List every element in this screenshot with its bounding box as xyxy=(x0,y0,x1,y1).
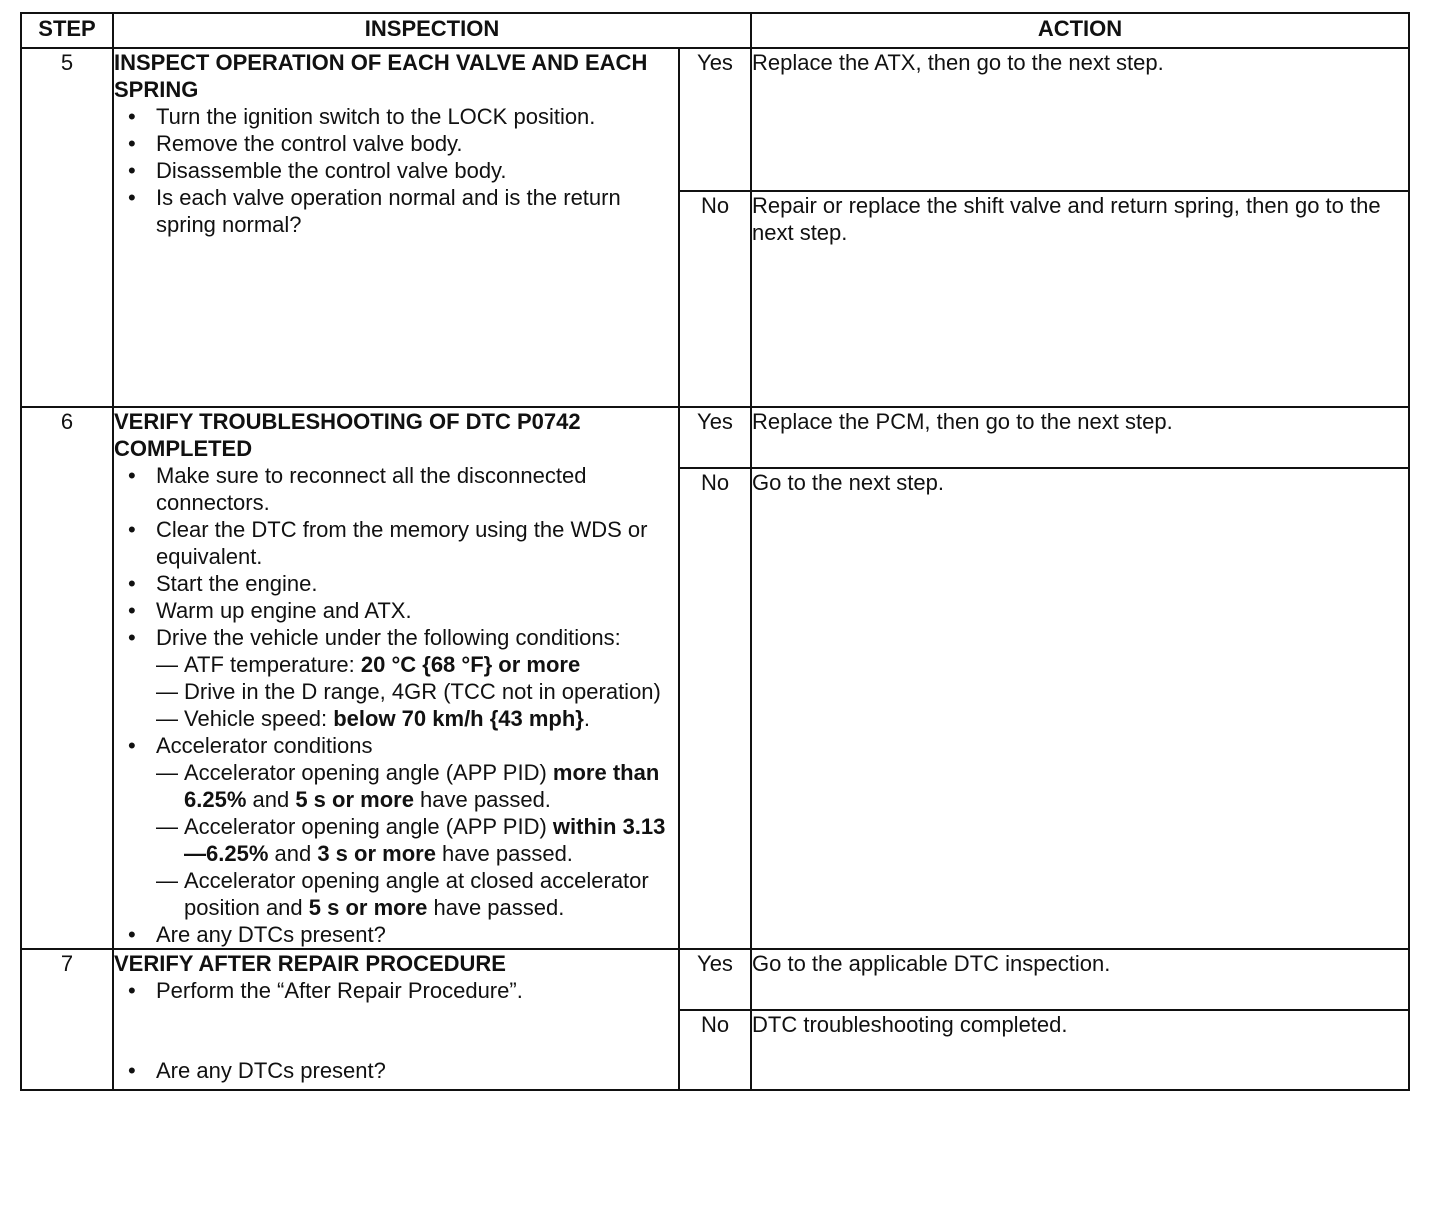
step-number: 6 xyxy=(21,407,113,949)
bullet-item: • Perform the “After Repair Procedure”. xyxy=(114,977,678,1004)
no-action: Go to the next step. xyxy=(751,468,1409,949)
bullet-item xyxy=(114,624,678,732)
step-6-inspection xyxy=(113,407,679,949)
yes-action: Replace the ATX, then go to the next step. xyxy=(751,48,1409,191)
bullet-text: Drive the vehicle under the following conditions: xyxy=(156,625,621,650)
sub-item xyxy=(156,759,678,813)
sub-text: Accelerator opening angle at closed accelerator position and xyxy=(184,868,649,920)
header-step: STEP xyxy=(21,13,113,48)
bullet-item: • Warm up engine and ATX. xyxy=(114,597,678,624)
bullet-item: • Make sure to reconnect all the disconnected connectors. xyxy=(114,462,678,516)
bullet-item: • Start the engine. xyxy=(114,570,678,597)
sub-list xyxy=(156,759,678,921)
sub-text: and xyxy=(246,787,296,812)
bullet-item: • Are any DTCs present? xyxy=(114,921,678,948)
sub-list xyxy=(156,651,678,732)
bullet-text: Accelerator conditions xyxy=(156,733,373,758)
step-number: 7 xyxy=(21,949,113,1090)
yes-action: Go to the applicable DTC inspection. xyxy=(751,949,1409,1010)
no-action: Repair or replace the shift valve and return spring, then go to the next step. xyxy=(751,191,1409,407)
sub-text: have passed. xyxy=(413,787,551,812)
bullet-item: • Disassemble the control valve body. xyxy=(114,157,678,184)
step-title: VERIFY TROUBLESHOOTING OF DTC P0742 COMPLETED xyxy=(114,409,581,461)
bullet-list xyxy=(114,1057,678,1084)
header-inspection: INSPECTION xyxy=(113,13,751,48)
spacer xyxy=(114,1004,678,1057)
sub-bold: more than 6.25% xyxy=(184,760,660,812)
sub-text: Vehicle speed: xyxy=(184,706,334,731)
step-title: INSPECT OPERATION OF EACH VALVE AND EACH SPRING xyxy=(114,50,648,102)
bullet-item xyxy=(114,732,678,921)
sub-item xyxy=(156,813,678,867)
step-number: 5 xyxy=(21,48,113,407)
no-label: No xyxy=(679,468,751,949)
sub-bold: 5 s or more xyxy=(308,895,428,920)
step-7-inspection xyxy=(113,949,679,1090)
sub-text: Accelerator opening angle (APP PID) xyxy=(184,760,553,785)
step-5-yes-row xyxy=(21,48,1409,191)
no-label: No xyxy=(679,1010,751,1090)
sub-item xyxy=(156,705,678,732)
sub-text: and xyxy=(268,841,318,866)
sub-text: . xyxy=(583,706,590,731)
bullet-list xyxy=(114,103,678,238)
sub-item xyxy=(156,651,678,678)
sub-item: — Drive in the D range, 4GR (TCC not in operation) xyxy=(156,678,678,705)
header-row xyxy=(21,13,1409,48)
bullet-item: • Is each valve operation normal and is the return spring normal? xyxy=(114,184,678,238)
sub-text: have passed. xyxy=(435,841,573,866)
step-5-inspection xyxy=(113,48,679,407)
sub-text: Accelerator opening angle (APP PID) xyxy=(184,814,553,839)
sub-bold: 3 s or more xyxy=(317,841,436,866)
step-title: VERIFY AFTER REPAIR PROCEDURE xyxy=(114,951,506,976)
yes-label: Yes xyxy=(679,949,751,1010)
bullet-list xyxy=(114,977,678,1004)
sub-item xyxy=(156,867,678,921)
yes-label: Yes xyxy=(679,48,751,191)
troubleshooting-table xyxy=(20,12,1410,1091)
header-action: ACTION xyxy=(751,13,1409,48)
sub-bold: 20 °C {68 °F} or more xyxy=(360,652,581,677)
yes-action: Replace the PCM, then go to the next step. xyxy=(751,407,1409,468)
bullet-item: • Clear the DTC from the memory using the WDS or equivalent. xyxy=(114,516,678,570)
bullet-item: • Turn the ignition switch to the LOCK position. xyxy=(114,103,678,130)
sub-text: have passed. xyxy=(427,895,565,920)
sub-bold: below 70 km/h {43 mph} xyxy=(333,706,584,731)
step-6-yes-row xyxy=(21,407,1409,468)
no-label: No xyxy=(679,191,751,407)
sub-text: ATF temperature: xyxy=(184,652,361,677)
sub-bold: 5 s or more xyxy=(295,787,414,812)
step-7-yes-row xyxy=(21,949,1409,1010)
no-action: DTC troubleshooting completed. xyxy=(751,1010,1409,1090)
sub-bold: within 3.13—6.25% xyxy=(184,814,666,866)
yes-label: Yes xyxy=(679,407,751,468)
bullet-item: • Are any DTCs present? xyxy=(114,1057,678,1084)
bullet-item: • Remove the control valve body. xyxy=(114,130,678,157)
bullet-list xyxy=(114,462,678,948)
